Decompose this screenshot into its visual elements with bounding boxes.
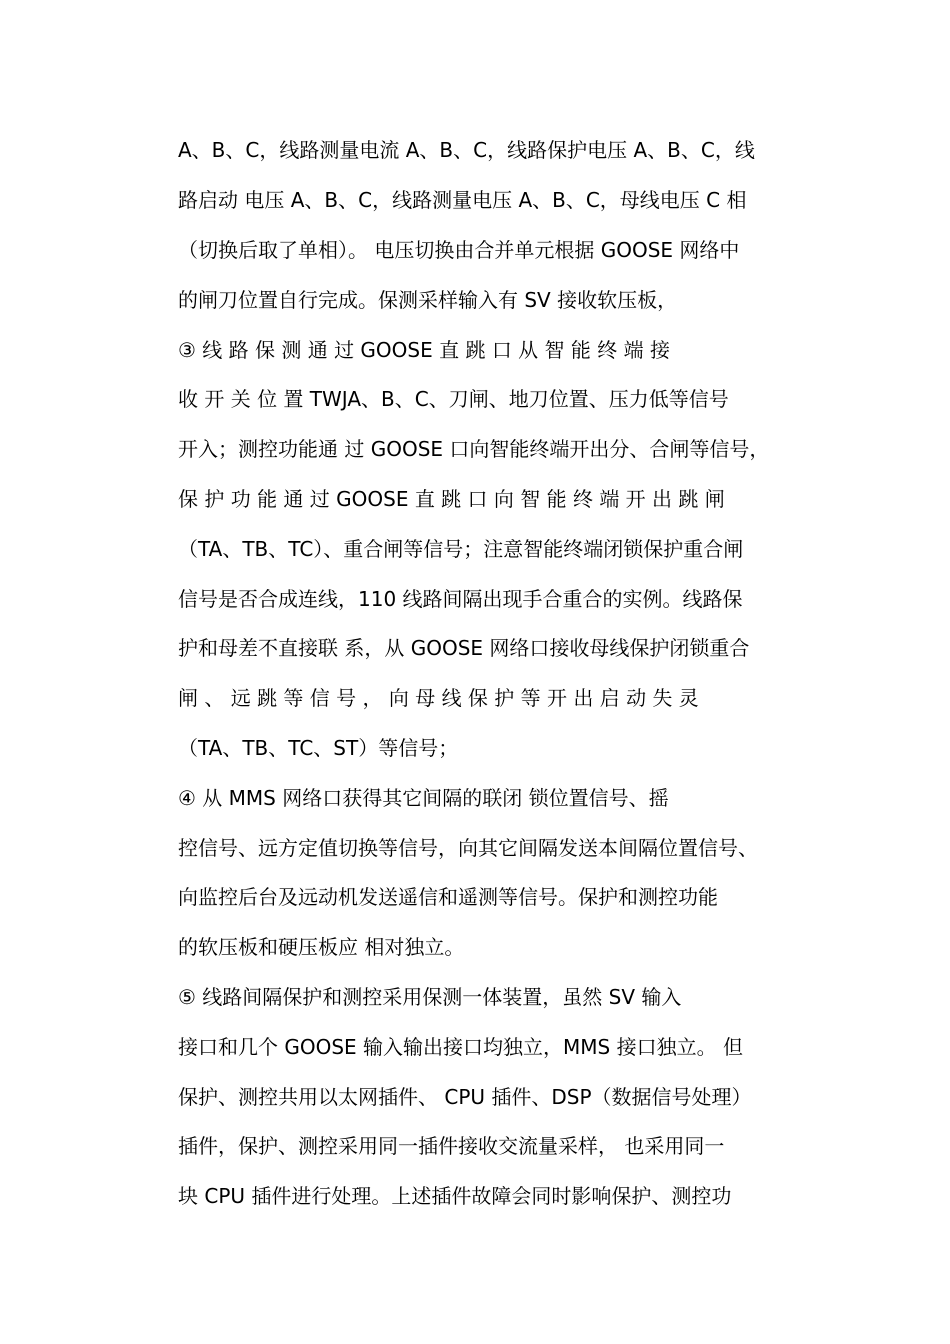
text-line: 的闸刀位置自行完成。保测采样输入有 SV 接收软压板， xyxy=(178,288,678,312)
text-line: 开入；测控功能通 过 GOOSE 口向智能终端开出分、合闸等信号， xyxy=(178,437,770,461)
text-line: ⑤ 线路间隔保护和测控采用保测一体装置，虽然 SV 输入 xyxy=(178,985,682,1009)
text-line: 信号是否合成连线，110 线路间隔出现手合重合的实例。线路保 xyxy=(178,587,743,611)
text-line: ③ 线 路 保 测 通 过 GOOSE 直 跳 口 从 智 能 终 端 接 xyxy=(178,338,670,362)
text-line: 路启动 电压 A、B、C，线路测量电压 A、B、C，母线电压 C 相 xyxy=(178,188,747,212)
text-line: （TA、TB、TC、ST）等信号； xyxy=(178,736,459,760)
text-line: ④ 从 MMS 网络口获得其它间隔的联闭 锁位置信号、摇 xyxy=(178,786,669,810)
text-line: 保 护 功 能 通 过 GOOSE 直 跳 口 向 智 能 终 端 开 出 跳 闸 xyxy=(178,487,725,511)
text-line: 的软压板和硬压板应 相对独立。 xyxy=(178,935,465,959)
text-line: （TA、TB、TC）、重合闸等信号；注意智能终端闭锁保护重合闸 xyxy=(178,537,744,561)
text-line: 接口和几个 GOOSE 输入输出接口均独立，MMS 接口独立。 但 xyxy=(178,1035,743,1059)
text-line: 保护、测控共用以太网插件、 CPU 插件、DSP（数据信号处理） xyxy=(178,1085,752,1109)
text-line: 闸 、 远 跳 等 信 号 ， 向 母 线 保 护 等 开 出 启 动 失 灵 xyxy=(178,686,699,710)
text-line: 护和母差不直接联 系，从 GOOSE 网络口接收母线保护闭锁重合 xyxy=(178,636,750,660)
text-line: 控信号、远方定值切换等信号，向其它间隔发送本间隔位置信号、 xyxy=(178,836,758,860)
text-line: 向监控后台及远动机发送遥信和遥测等信号。保护和测控功能 xyxy=(178,885,718,909)
text-line: 收 开 关 位 置 TWJA、B、C、刀闸、地刀位置、压力低等信号 xyxy=(178,387,729,411)
text-line: A、B、C，线路测量电流 A、B、C，线路保护电压 A、B、C，线 xyxy=(178,138,755,162)
text-line: 插件，保护、测控采用同一插件接收交流量采样， 也采用同一 xyxy=(178,1134,725,1158)
text-line: （切换后取了单相）。 电压切换由合并单元根据 GOOSE 网络中 xyxy=(178,238,740,262)
text-line: 块 CPU 插件进行处理。上述插件故障会同时影响保护、测控功 xyxy=(178,1184,732,1208)
